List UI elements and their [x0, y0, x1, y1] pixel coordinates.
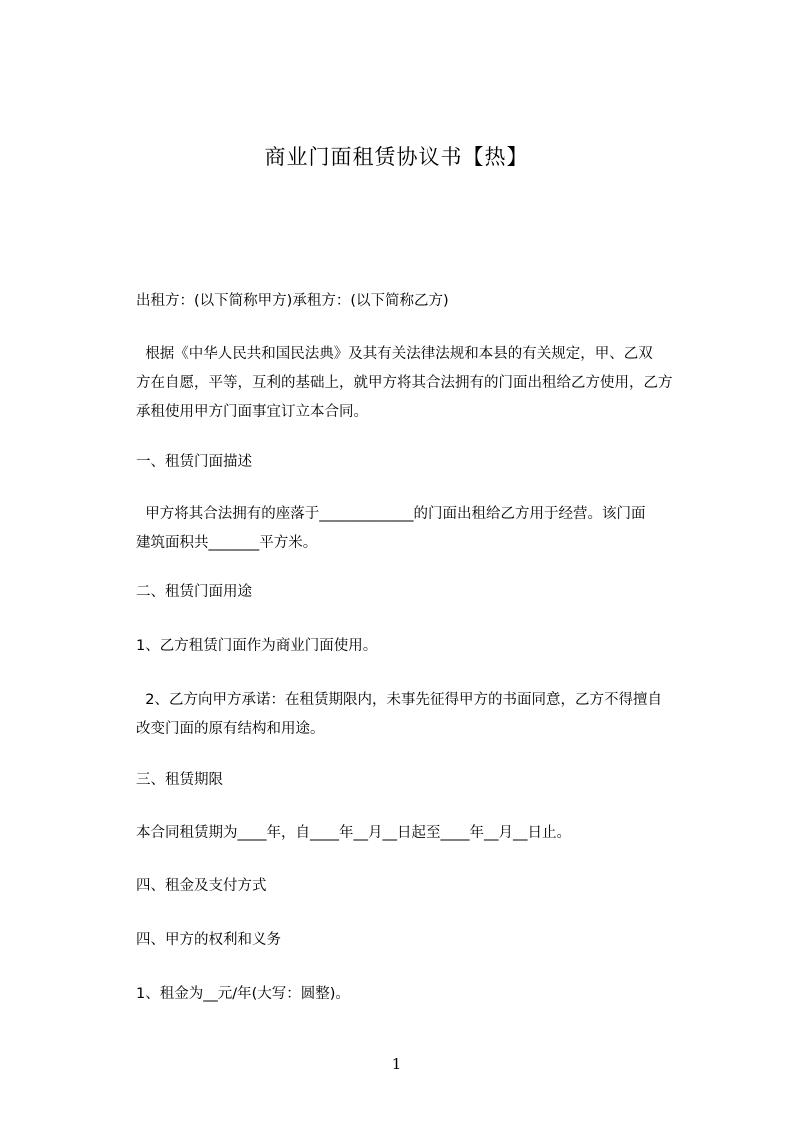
- usage-item-2: [136, 686, 711, 744]
- section-heading: [136, 578, 711, 607]
- text-line: 一、租赁门面描述: [136, 454, 252, 470]
- text-line: 1、乙方租赁门面作为商业门面使用。: [136, 638, 378, 654]
- basis-paragraph: [136, 340, 711, 427]
- rent-item-1: [136, 980, 711, 1009]
- term-paragraph: [136, 819, 711, 848]
- text-line: 甲方将其合法拥有的座落于_____________的门面出租给乙方用于经营。该门面: [136, 506, 646, 522]
- text-line: 建筑面积共_______平方米。: [136, 535, 318, 551]
- text-line: 四、租金及支付方式: [136, 878, 267, 894]
- parties-paragraph: [136, 287, 711, 316]
- text-line: 三、租赁期限: [136, 772, 223, 788]
- document-title: 商业门面租赁协议书【热】: [264, 145, 529, 169]
- text-line: 本合同租赁期为____年，自____年__月__日起至____年__月__日止。: [136, 825, 571, 841]
- text-line: 2、乙方向甲方承诺：在租赁期限内，未事先征得甲方的书面同意，乙方不得擅自: [136, 692, 662, 708]
- text-line: 二、租赁门面用途: [136, 584, 252, 600]
- page-number: 1: [391, 1055, 402, 1073]
- text-line: 出租方：(以下简称甲方)承租方：(以下简称乙方): [136, 293, 449, 309]
- text-line: 改变门面的原有结构和用途。: [136, 721, 325, 737]
- usage-item-1: [136, 632, 711, 661]
- section-heading: [136, 448, 711, 477]
- section-heading: [136, 872, 711, 901]
- section-heading: [136, 926, 711, 955]
- section-heading: [136, 766, 711, 795]
- text-line: 根据《中华人民共和国民法典》及其有关法律法规和本县的有关规定，甲、乙双: [136, 346, 653, 362]
- text-line: 承租使用甲方门面事宜订立本合同。: [136, 404, 368, 420]
- text-line: 1、租金为__元/年(大写：圆整)。: [136, 986, 350, 1002]
- description-paragraph: [136, 500, 711, 558]
- text-line: 四、甲方的权利和义务: [136, 932, 281, 948]
- text-line: 方在自愿，平等，互利的基础上，就甲方将其合法拥有的门面出租给乙方使用，乙方: [136, 375, 673, 391]
